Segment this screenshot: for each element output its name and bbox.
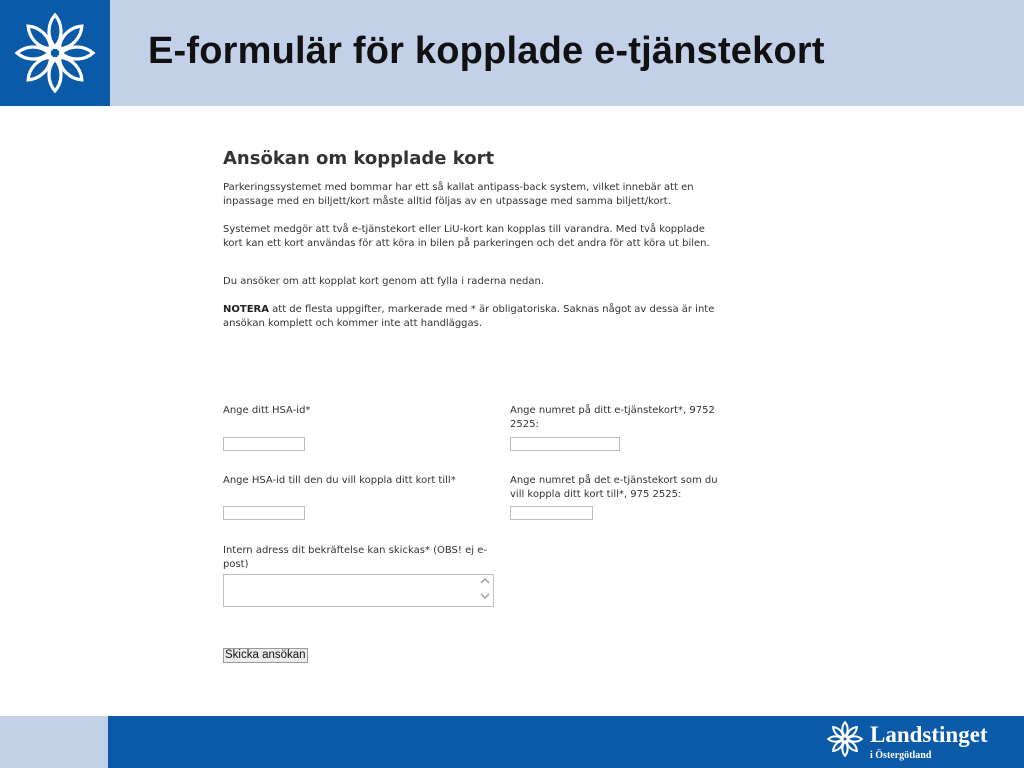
- flower-emblem-icon: [826, 720, 864, 758]
- address-textarea-box: [223, 574, 494, 607]
- note-bold-label: NOTERA: [223, 304, 269, 315]
- note-text: att de flesta uppgifter, markerade med * är obligatoriska. Saknas något av dessa är inte ansökan komplett och kommer inte att handläggas.: [223, 304, 715, 329]
- intro-paragraph-2: Systemet medgör att två e-tjänstekort eller LiU-kort kan kopplas till varandra. Med två kopplade kort kan ett kort användas för att köra in bilen på parkeringen och det andra för att köra ut bilen.: [223, 224, 710, 249]
- chevron-down-icon[interactable]: [479, 592, 491, 604]
- address-label: Intern adress dit bekräftelse kan skickas* (OBS! ej e-post): [223, 545, 487, 570]
- intro-paragraph-1: Parkeringssystemet med bommar har ett så kallat antipass-back system, vilket innebär att en inpassage med en biljett/kort måste alltid följas av en utpassage med samma biljett/kort.: [223, 182, 694, 207]
- address-textarea[interactable]: [224, 575, 476, 606]
- partner-hsa-label: Ange HSA-id till den du vill koppla ditt kort till*: [223, 475, 456, 486]
- chevron-up-icon[interactable]: [479, 577, 491, 589]
- slide-title: E-formulär för kopplade e-tjänstekort: [148, 30, 825, 72]
- intro-paragraph-3: Du ansöker om att kopplat kort genom att fylla i raderna nedan.: [223, 276, 545, 287]
- card-number-input[interactable]: [510, 437, 620, 451]
- brand-subtitle: i Östergötland: [870, 750, 932, 761]
- header-band: [110, 0, 1024, 106]
- partner-hsa-input[interactable]: [223, 506, 305, 520]
- footer-brand: [826, 718, 1016, 766]
- hsa-id-input[interactable]: [223, 437, 305, 451]
- partner-card-input[interactable]: [510, 506, 593, 520]
- textarea-scrollbar[interactable]: [476, 575, 493, 606]
- form-title: Ansökan om kopplade kort: [223, 148, 495, 169]
- submit-button[interactable]: Skicka ansökan: [225, 649, 306, 661]
- hsa-id-label: Ange ditt HSA-id*: [223, 405, 311, 416]
- card-number-label: Ange numret på ditt e-tjänstekort*, 9752 2525:: [510, 405, 715, 430]
- header-logo: [0, 0, 110, 106]
- partner-card-label: Ange numret på det e-tjänstekort som du vill koppla ditt kort till*, 975 2525:: [510, 475, 718, 500]
- note-paragraph: [223, 303, 718, 331]
- flower-emblem-icon: [12, 10, 98, 96]
- footer-left-band: [0, 716, 108, 768]
- brand-name: Landstinget: [870, 722, 988, 747]
